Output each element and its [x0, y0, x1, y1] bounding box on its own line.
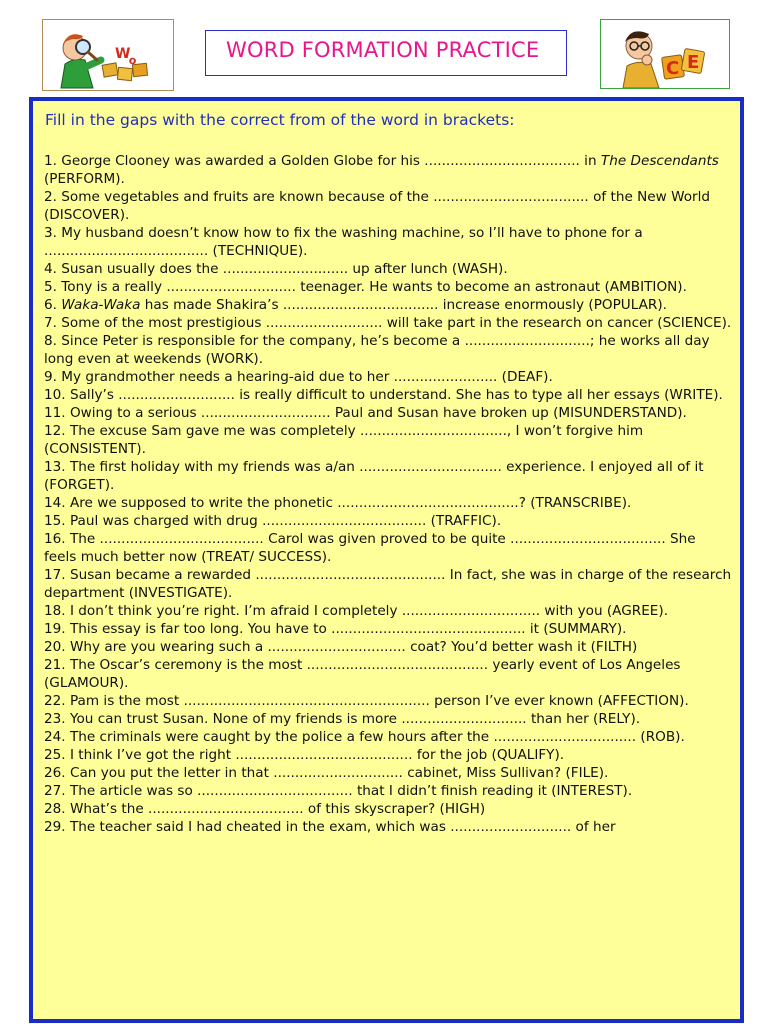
exercise-number: 10. [44, 387, 70, 403]
exercise-number: 23. [44, 711, 70, 727]
exercise-text: The Oscar’s ceremony is the most .......................................... yearly event of Los Angeles (GLAMOUR). [44, 657, 681, 691]
exercise-item [44, 512, 732, 530]
exercise-number: 3. [44, 225, 62, 241]
exercise-item [44, 368, 732, 386]
exercise-text: Susan usually does the ............................. up after lunch (WASH). [61, 261, 508, 277]
exercise-item [44, 800, 732, 818]
exercise-number: 14. [44, 495, 70, 511]
exercise-number: 20. [44, 639, 70, 655]
exercise-item [44, 422, 732, 458]
exercise-text: The criminals were caught by the police a few hours after the ................................. (ROB). [69, 729, 685, 745]
exercise-number: 15. [44, 513, 70, 529]
exercise-number: 22. [44, 693, 70, 709]
exercise-text: The ...................................... Carol was given proved to be quite .................................... She feels much better now (TREAT/ SUCCESS). [44, 531, 696, 565]
exercise-number: 21. [44, 657, 70, 673]
exercise-text: George Clooney was awarded a Golden Globe for his .................................... in [61, 153, 601, 169]
exercise-item [44, 494, 732, 512]
word-magnifier-logo [42, 19, 174, 91]
exercise-number: 12. [44, 423, 70, 439]
svg-text:E: E [687, 52, 700, 73]
exercise-item [44, 314, 732, 332]
exercise-text: My grandmother needs a hearing-aid due to her ........................ (DEAF). [61, 369, 553, 385]
exercise-text: Some vegetables and fruits are known because of the .................................... of the New World (DISCOVER). [44, 189, 711, 223]
exercise-item [44, 782, 732, 800]
exercise-number: 7. [44, 315, 62, 331]
exercise-italic-title: Waka-Waka [61, 297, 141, 313]
exercise-number: 19. [44, 621, 70, 637]
exercise-item [44, 638, 732, 656]
exercise-number: 8. [44, 333, 62, 349]
exercise-number: 27. [44, 783, 70, 799]
svg-text:C: C [666, 58, 680, 79]
exercise-text: I think I’ve got the right ......................................... for the job (QUALIFY). [69, 747, 565, 763]
exercise-text: The teacher said I had cheated in the exam, which was ............................ of her [69, 819, 616, 835]
exercise-text: Are we supposed to write the phonetic ..........................................? (TRANSCRIBE). [69, 495, 632, 511]
exercise-item [44, 728, 732, 746]
exercise-item [44, 458, 732, 494]
svg-text:o: o [127, 53, 138, 68]
exercise-text: Tony is a really .............................. teenager. He wants to become an astronaut (AMBITION). [61, 279, 687, 295]
exercise-item [44, 656, 732, 692]
exercise-number: 2. [44, 189, 62, 205]
exercise-text: Sally’s ........................... is really difficult to understand. She has to type all her essays (WRITE). [69, 387, 723, 403]
boy-with-magnifier-word-icon [43, 20, 173, 90]
exercise-item [44, 386, 732, 404]
exercise-number: 16. [44, 531, 70, 547]
exercise-item [44, 530, 732, 566]
worksheet-title: WORD FORMATION PRACTICE [205, 30, 567, 76]
exercise-text: This essay is far too long. You have to ............................................. it (SUMMARY). [69, 621, 627, 637]
exercise-text: Why are you wearing such a ................................ coat? You’d better wash it (FILTH) [69, 639, 638, 655]
exercise-item [44, 188, 732, 224]
exercise-number: 17. [44, 567, 70, 583]
exercise-item [44, 278, 732, 296]
exercise-panel [29, 97, 744, 1023]
exercise-number: 5. [44, 279, 62, 295]
svg-text:W: W [115, 46, 131, 62]
exercise-number: 11. [44, 405, 70, 421]
exercise-text: The article was so .................................... that I didn’t finish reading it (INTEREST). [69, 783, 633, 799]
exercise-item [44, 620, 732, 638]
exercise-item [44, 260, 732, 278]
exercise-item [44, 818, 732, 836]
exercise-number: 25. [44, 747, 70, 763]
exercise-text: Some of the most prestigious ........................... will take part in the research on cancer (SCIENCE). [61, 315, 732, 331]
exercise-number: 1. [44, 153, 62, 169]
exercise-item [44, 224, 732, 260]
exercise-text: Susan became a rewarded ............................................ In fact, she was in charge of the research department (INVESTIGATE). [44, 567, 732, 601]
exercise-item [44, 332, 732, 368]
exercise-item [44, 296, 732, 314]
exercise-item [44, 764, 732, 782]
exercise-item [44, 710, 732, 728]
exercise-number: 29. [44, 819, 70, 835]
exercise-number: 4. [44, 261, 62, 277]
exercise-text: The first holiday with my friends was a/an ................................. experience. I enjoyed all of it (FORGET). [44, 459, 704, 493]
instructions-heading: Fill in the gaps with the correct from of the word in brackets: [45, 111, 515, 129]
exercise-number: 13. [44, 459, 70, 475]
exercise-text-end: has made Shakira’s .................................... increase enormously (POPULAR). [140, 297, 668, 313]
exercise-text: Paul was charged with drug ...................................... (TRAFFIC). [69, 513, 502, 529]
exercise-item [44, 746, 732, 764]
exercise-italic-title: The Descendants [600, 153, 719, 169]
exercise-text: Since Peter is responsible for the company, he’s become a .............................; he works all day long even at weekends (WORK). [44, 333, 710, 367]
exercise-number: 28. [44, 801, 70, 817]
thinking-boy-logo [600, 19, 730, 89]
exercise-number: 26. [44, 765, 70, 781]
exercise-text: What’s the .................................... of this skyscraper? (HIGH) [69, 801, 486, 817]
exercise-item [44, 404, 732, 422]
exercise-item [44, 602, 732, 620]
exercise-text: My husband doesn’t know how to fix the washing machine, so I’ll have to phone for a ...................................... (TECHNIQUE). [44, 225, 643, 259]
exercise-text: The excuse Sam gave me was completely .................................., I won’t forgive him (CONSISTENT). [44, 423, 644, 457]
exercise-list [44, 152, 732, 836]
exercise-number: 9. [44, 369, 62, 385]
exercise-number: 24. [44, 729, 70, 745]
exercise-text: Pam is the most ......................................................... person I’ve ever known (AFFECTION). [69, 693, 689, 709]
exercise-number: 18. [44, 603, 70, 619]
exercise-item [44, 152, 732, 188]
exercise-text: Owing to a serious .............................. Paul and Susan have broken up (MISUNDERSTAND). [69, 405, 687, 421]
exercise-text: You can trust Susan. None of my friends is more ............................. than her (RELY). [69, 711, 641, 727]
exercise-text: I don’t think you’re right. I’m afraid I completely ................................ with you (AGREE). [69, 603, 669, 619]
exercise-item [44, 692, 732, 710]
boy-thinking-letters-icon [601, 20, 729, 88]
exercise-text: Can you put the letter in that .............................. cabinet, Miss Sullivan? (FILE). [69, 765, 609, 781]
exercise-number: 6. [44, 297, 62, 313]
exercise-item [44, 566, 732, 602]
exercise-text-end: (PERFORM). [44, 171, 125, 187]
